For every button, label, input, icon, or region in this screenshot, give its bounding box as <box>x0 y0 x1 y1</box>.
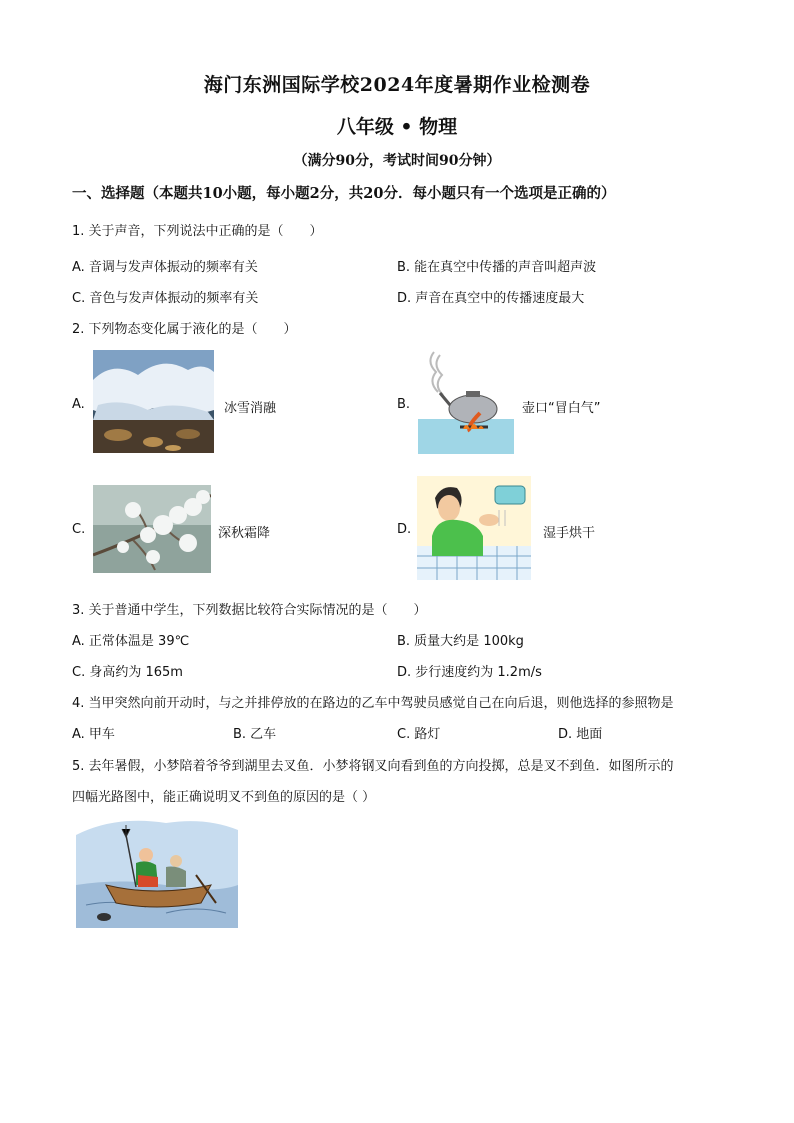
q4-stem: 4. 当甲突然向前开动时，与之并排停放的在路边的乙车中驾驶员感觉自己在向后退，则他选择的参照物是 <box>72 696 674 711</box>
q3-option-a: A. 正常体温是 39℃ <box>72 634 190 649</box>
melting-ice-image <box>93 350 214 453</box>
q3-option-b: B. 质量大约是 100kg <box>397 634 524 649</box>
q1-option-b: B. 能在真空中传播的声音叫超声波 <box>397 260 597 275</box>
q2-option-b-caption: 壶口“冒白气” <box>522 401 601 416</box>
q2-option-b-label: B. <box>397 397 411 412</box>
q2-option-d-label: D. <box>397 522 412 537</box>
hand-dryer-image <box>417 476 531 580</box>
q3-stem: 3. 关于普通中学生，下列数据比较符合实际情况的是（ ） <box>72 603 427 618</box>
q2-option-a-caption: 冰雪消融 <box>224 401 277 416</box>
q2-option-c-caption: 深秋霜降 <box>218 526 271 541</box>
q1-option-a: A. 音调与发声体振动的频率有关 <box>72 260 258 275</box>
q4-option-d: D. 地面 <box>558 727 603 742</box>
q2-option-a-label: A. <box>72 397 85 412</box>
q2-option-c-label: C. <box>72 522 86 537</box>
q5-stem-line2: 四幅光路图中，能正确说明叉不到鱼的原因的是（ ） <box>72 790 376 805</box>
q5-stem-line1: 5. 去年暑假，小梦陪着爷爷到湖里去叉鱼．小梦将钢叉向看到鱼的方向投掷，总是叉不到鱼．如图所示的 <box>72 759 674 774</box>
q1-option-c: C. 音色与发声体振动的频率有关 <box>72 291 259 306</box>
exam-title: 海门东洲国际学校2024年度暑期作业检测卷 <box>203 74 591 96</box>
frost-branch-image <box>93 485 211 573</box>
q1-option-d: D. 声音在真空中的传播速度最大 <box>397 291 585 306</box>
q3-option-d: D. 步行速度约为 1.2m/s <box>397 665 542 680</box>
q2-option-d-caption: 湿手烘干 <box>543 526 596 541</box>
q4-option-a: A. 甲车 <box>72 727 115 742</box>
kettle-steam-image <box>418 347 514 454</box>
section-heading: 一、选择题（本题共10小题，每小题2分，共20分．每小题只有一个选项是正确的） <box>72 185 616 202</box>
q1-stem: 1. 关于声音，下列说法中正确的是（ ） <box>72 224 323 239</box>
q3-option-c: C. 身高约为 165m <box>72 665 183 680</box>
q4-option-c: C. 路灯 <box>397 727 441 742</box>
exam-subtitle: 八年级 • 物理 <box>336 116 458 138</box>
q4-option-b: B. 乙车 <box>233 727 277 742</box>
fishing-boat-image <box>76 815 238 928</box>
q2-stem: 2. 下列物态变化属于液化的是（ ） <box>72 322 297 337</box>
exam-note: （满分90分，考试时间90分钟） <box>293 153 501 169</box>
